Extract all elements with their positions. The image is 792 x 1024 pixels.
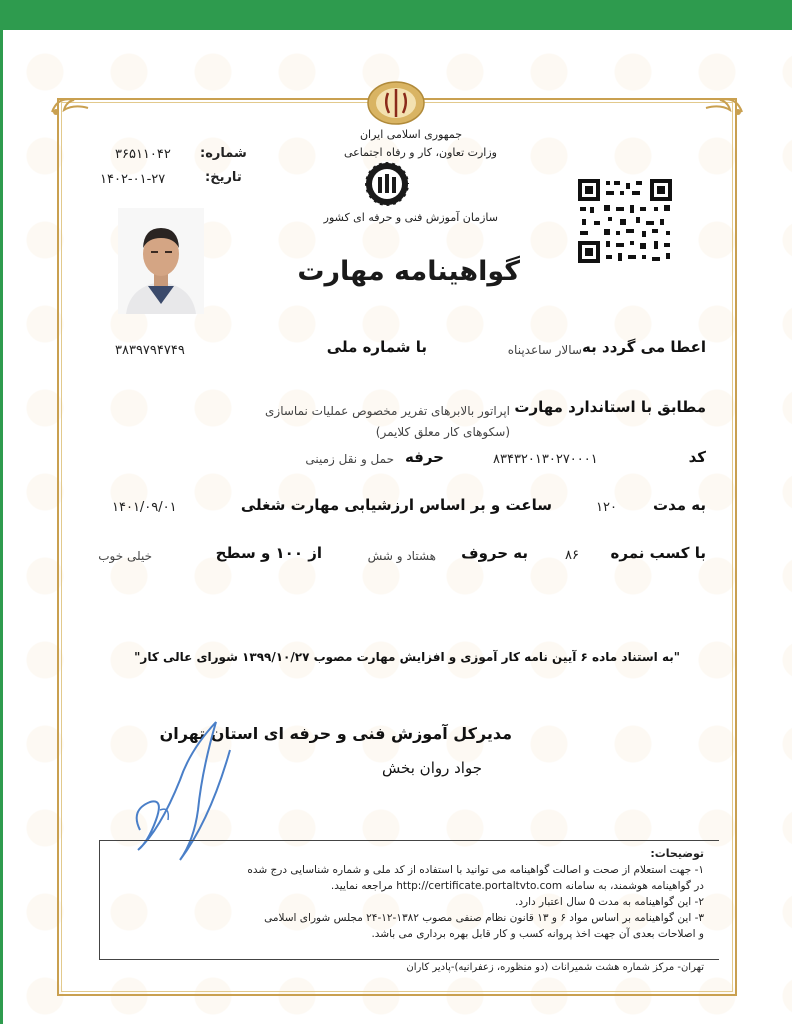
note-line-2: در گواهینامه هوشمند، به سامانه http://certificate.portaltvto.com مراجعه نمایید.: [330, 880, 704, 892]
qr-code-icon: [576, 177, 674, 265]
director-name: جواد روان بخش: [381, 759, 482, 777]
awarded-value: سالار ساعدپناه: [507, 343, 582, 357]
number-value: ۳۶۵۱۱۰۴۲: [115, 147, 171, 162]
assessment-date: ۱۴۰۱/۰۹/۰۱: [112, 500, 177, 515]
org-name: سازمان آموزش فنی و حرفه ای کشور: [323, 211, 498, 224]
trade-value: حمل و نقل زمینی: [305, 452, 394, 466]
number-label: شماره:: [200, 146, 247, 161]
corner-ornament-right-icon: [700, 92, 746, 118]
duration-value: ۱۲۰: [596, 500, 617, 515]
corner-ornament-left-icon: [48, 92, 94, 118]
note-line-4: ۳- این گواهینامه بر اساس مواد ۶ و ۱۳ قانون نظام صنفی مصوب ۱۳۸۲-۱۲-۲۴ مجلس شورای اسلامی: [264, 912, 704, 924]
awarded-label: اعطا می گردد به: [582, 338, 706, 356]
iran-emblem-icon: [366, 80, 426, 126]
from-level-label: از ۱۰۰ و سطح: [215, 544, 322, 562]
legal-basis-quote: "به استناد ماده ۶ آیین نامه کار آموزی و افزایش مهارت مصوب ۱۳۹۹/۱۰/۲۷ شورای عالی کار": [134, 650, 680, 664]
center-address: تهران- مرکز شماره هشت شمیرانات (دو منظوره، زعفرانیه)-پادیر کاران: [406, 962, 704, 973]
top-green-bar: [0, 0, 792, 30]
national-id-label: با شماره ملی: [326, 338, 427, 356]
director-title: مدیرکل آموزش فنی و حرفه ای استان تهران: [159, 724, 512, 743]
standard-label: مطابق با استاندارد مهارت: [514, 398, 706, 416]
words-value: هشتاد و شش: [367, 549, 436, 563]
note-line-5: و اصلاحات بعدی آن جهت اخذ پروانه کسب و کار قابل بهره برداری می باشد.: [371, 928, 704, 940]
note-line-1: ۱- جهت استعلام از صحت و اصالت گواهینامه می توانید با استفاده از کد ملی و شماره شناسایی درج شده: [247, 864, 704, 876]
national-id-value: ۳۸۳۹۷۹۴۷۴۹: [115, 343, 185, 358]
tvto-logo-icon: [363, 160, 411, 208]
code-label: کد: [688, 448, 706, 466]
duration-label: به مدت: [653, 496, 706, 514]
code-value: ۸۳۴۳۲۰۱۳۰۲۷۰۰۰۱: [493, 452, 598, 467]
standard-value-line-2: (سکوهای کار معلق کلایمر): [375, 425, 510, 439]
duration-text: ساعت و بر اساس ارزشیابی مهارت شغلی: [240, 496, 552, 514]
words-label: به حروف: [461, 544, 528, 562]
note-line-3: ۲- این گواهینامه به مدت ۵ سال اعتبار دارد.: [515, 896, 704, 908]
trade-label: حرفه: [404, 448, 444, 466]
standard-value-line-1: اپراتور بالابرهای تفریر مخصوص عملیات نماسازی: [265, 404, 510, 418]
date-value: ۱۴۰۲-۰۱-۲۷: [100, 172, 166, 187]
date-label: تاریخ:: [205, 170, 242, 185]
certificate-title: گواهینامه مهارت: [297, 256, 520, 287]
level-value: خیلی خوب: [98, 549, 152, 563]
score-label: با کسب نمره: [610, 544, 706, 562]
score-value: ۸۶: [565, 548, 579, 563]
gov-line-1: جمهوری اسلامی ایران: [359, 128, 462, 141]
holder-photo: [118, 208, 204, 314]
gov-line-2: وزارت تعاون، کار و رفاه اجتماعی: [343, 146, 497, 159]
notes-title: توضیحات:: [650, 847, 704, 860]
